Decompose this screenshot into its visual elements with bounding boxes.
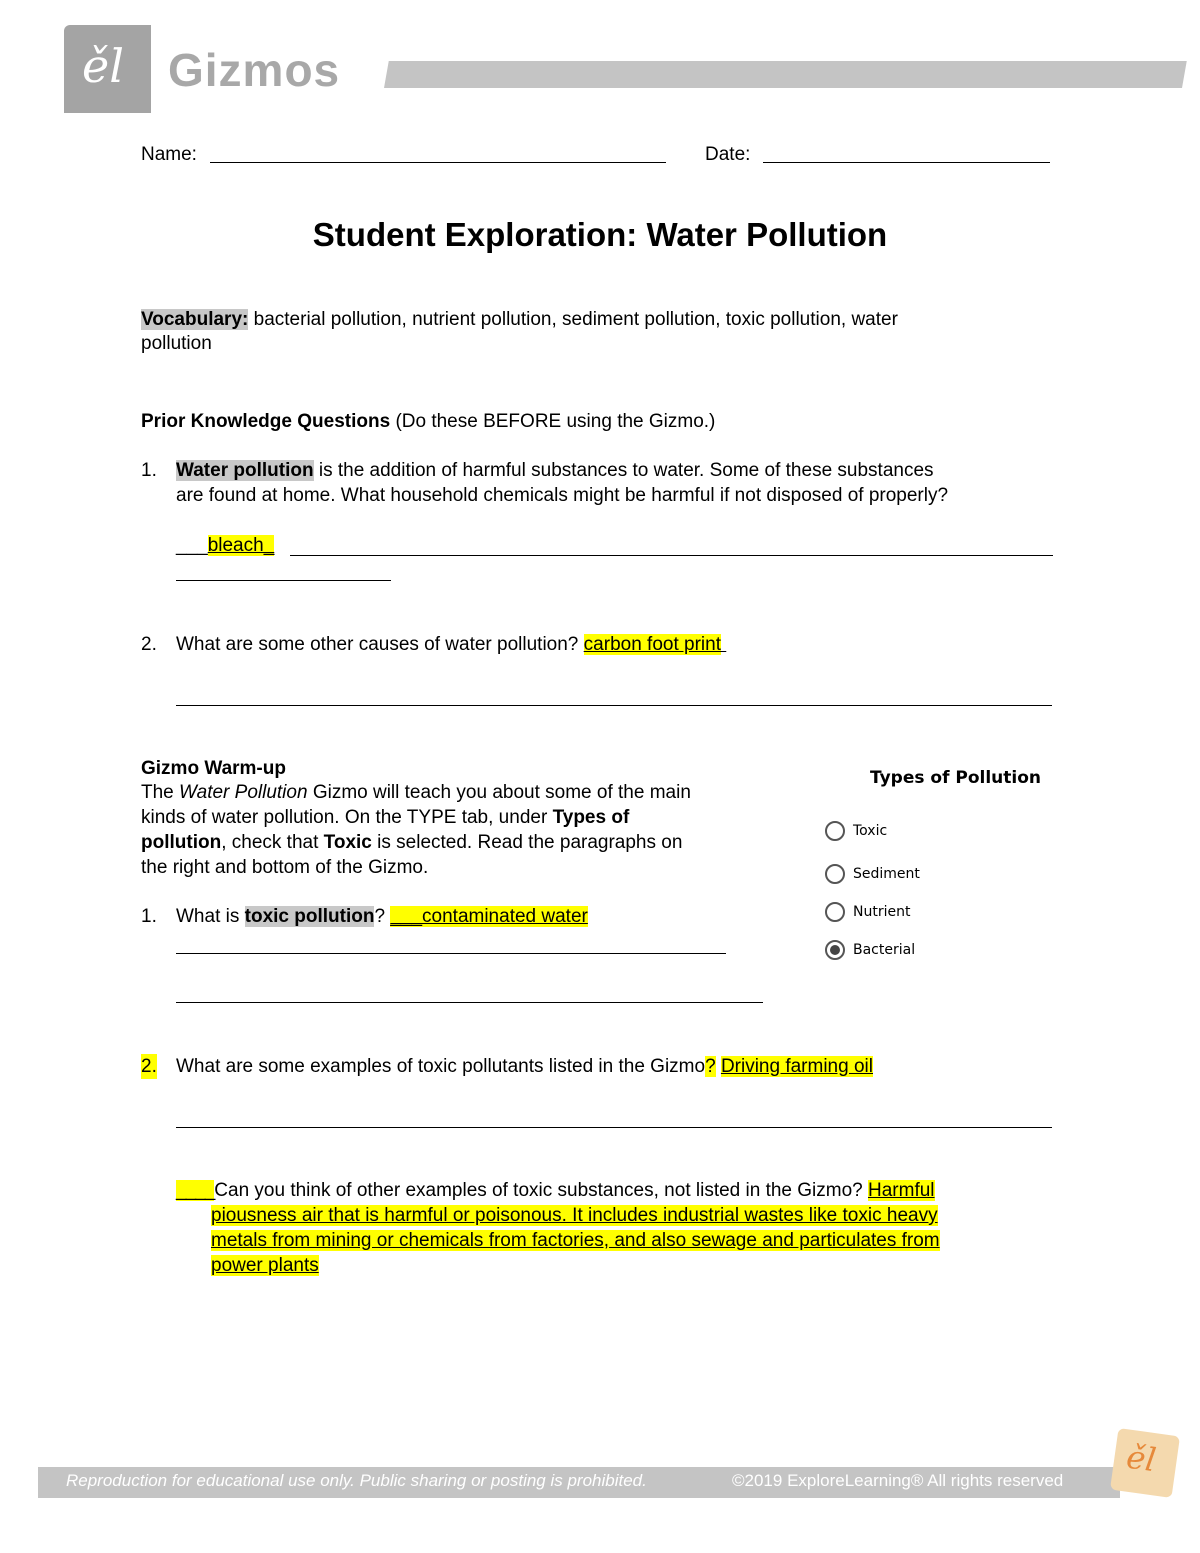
footer-logo-glyph: ěl [1124,1437,1159,1480]
wq1-qmark: ? [374,906,386,927]
wq3-answer[interactable]: piousness air that is harmful or poisonous. It includes industrial wastes like toxic heavy [211,1205,938,1226]
warmup-para-line3 [141,830,682,855]
footer-copyright: ©2019 ExploreLearning® All rights reserved [732,1471,1064,1490]
q2-text: What are some other causes of water pollution? [176,634,579,655]
q1-line2: are found at home. What household chemicals might be harmful if not disposed of properly? [176,485,949,506]
footer-notice: Reproduction for educational use only. Public sharing or posting is prohibited. [66,1471,647,1490]
wq1-answer-rule-2 [176,1002,763,1003]
page-title: Student Exploration: Water Pollution [312,216,888,253]
radio-button[interactable] [825,902,845,922]
wq3-answer[interactable]: Harmful [868,1180,935,1201]
logo-glyph: ěl [82,39,124,93]
radio-option-bacterial[interactable] [825,940,915,960]
warmup-bold-term: pollution [141,832,222,853]
warmup-para-line4: the right and bottom of the Gizmo. [141,857,429,878]
q2-number: 2. [141,634,157,655]
wq2-answer[interactable]: Driving farming oil [720,1056,873,1077]
warmup-text: , check that [221,832,319,853]
q1-text: is the addition of harmful substances to water. Some of these substances [318,460,934,481]
q1-answer-line[interactable] [176,533,274,558]
date-field[interactable] [763,162,1050,163]
warmup-para-line2 [141,805,629,830]
wq1-term: toxic pollution [244,906,375,927]
vocabulary-line [141,307,898,332]
warmup-text: Gizmo will teach you about some of the main [312,782,691,803]
figure-title: Types of Pollution [870,768,1042,788]
radio-option-nutrient[interactable] [825,902,910,922]
wq2-line [176,1054,873,1079]
prior-heading-line [141,409,715,434]
wq3-line3 [211,1228,940,1253]
q2-answer-rule [176,705,1052,706]
date-label: Date: [705,144,751,165]
radio-label: Sediment [853,866,920,882]
q1-answer-prefix: ___ [176,535,208,556]
prior-heading: Prior Knowledge Questions [141,411,391,432]
q1-number: 1. [141,460,157,481]
q1-answer-rule [290,555,1053,556]
wq1-answer[interactable]: ___contaminated water [390,906,588,927]
q1-line1 [176,458,934,483]
wq3-line1 [176,1178,935,1203]
q2-line [176,632,726,657]
vocabulary-label: Vocabulary: [141,309,249,330]
wq1-answer-rule [176,953,726,954]
radio-button[interactable] [825,864,845,884]
warmup-bold-term: Types of [552,807,630,828]
radio-option-sediment[interactable] [825,864,920,884]
warmup-text: The [141,782,174,803]
vocabulary-text: bacterial pollution, nutrient pollution, sediment pollution, toxic pollution, water [253,309,898,330]
footer-logo [1110,1428,1180,1498]
radio-option-toxic[interactable] [825,821,887,841]
wq3-answer[interactable]: metals from mining or chemicals from factories, and also sewage and particulates from [211,1230,940,1251]
vocabulary-text-cont: pollution [141,333,212,354]
radio-selected-dot [830,945,840,955]
wq3-text: Can you think of other examples of toxic substances, not listed in the Gizmo? [214,1180,863,1201]
q2-answer[interactable]: carbon foot print [583,634,721,655]
wq3-prefix: ____ [176,1180,215,1201]
wq2-qmark: ? [705,1056,716,1077]
warmup-heading: Gizmo Warm-up [141,758,286,779]
warmup-para-line1 [141,780,691,805]
wq3-line2 [211,1203,938,1228]
warmup-text: kinds of water pollution. On the TYPE tab, under [141,807,548,828]
prior-heading-note: (Do these BEFORE using the Gizmo.) [395,411,716,432]
wq2-answer-rule [176,1127,1052,1128]
name-field[interactable] [210,162,666,163]
wq2-number: 2. [141,1056,157,1077]
brand-name: Gizmos [168,44,341,96]
radio-button[interactable] [825,821,845,841]
q1-answer: bleach_ [207,535,275,556]
wq3-answer[interactable]: power plants [211,1255,319,1276]
wq2-text: What are some examples of toxic pollutants listed in the Gizmo [176,1056,706,1077]
warmup-gizmo-name: Water Pollution [179,782,308,803]
radio-label: Bacterial [853,942,916,958]
radio-label: Nutrient [853,904,911,920]
warmup-text: is selected. Read the paragraphs on [377,832,683,853]
wq1-text: What is [176,906,240,927]
wq3-line4 [211,1253,319,1278]
logo [64,25,151,113]
q1-answer-rule-2 [176,580,391,581]
name-label: Name: [141,144,197,165]
q1-term: Water pollution [176,460,314,481]
radio-label: Toxic [853,823,888,839]
wq1-line [176,904,588,929]
wq1-number: 1. [141,906,157,927]
radio-button-selected[interactable] [825,940,845,960]
header-bar [384,61,1187,88]
warmup-bold-term: Toxic [323,832,372,853]
